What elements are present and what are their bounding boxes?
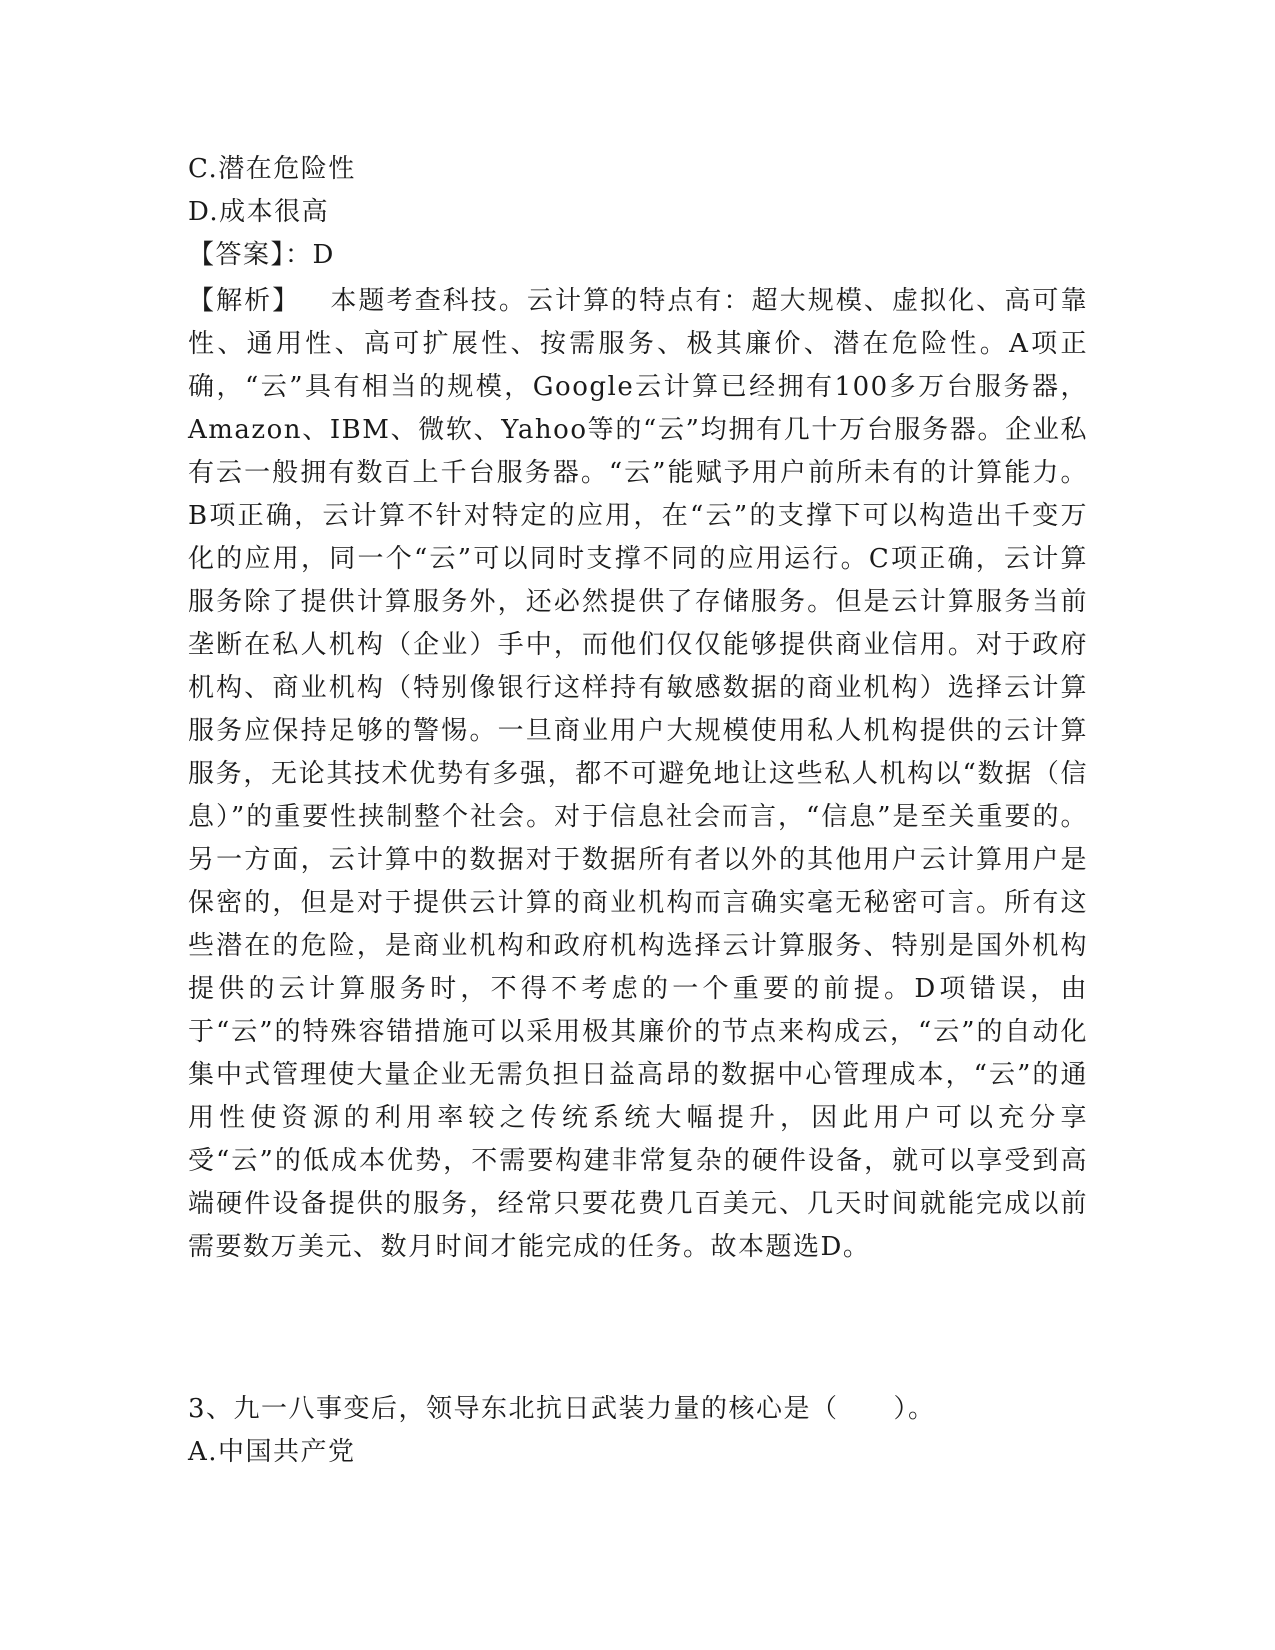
explanation-paragraph [188,280,1088,1269]
option-d: D.成本很高 [188,197,330,227]
question-3-option-a: A.中国共产党 [188,1437,356,1467]
answer-line: 【答案】：D [188,240,335,270]
explanation-label: 【解析】 [188,286,301,316]
question-3-stem: 3、九一八事变后，领导东北抗日武装力量的核心是（ ）。 [188,1394,936,1424]
option-c: C.潜在危险性 [188,154,356,184]
explanation-text: 本题考查科技。云计算的特点有：超大规模、虚拟化、高可靠性、通用性、高可扩展性、按需服务、极其廉价、潜在危险性。A项正确，“云”具有相当的规模，Google云计算已经拥有100多万台服务器，Amazon、IBM、微软、Yahoo等的“云”均拥有几十万台服务器。企业私有云一般拥有数百上千台服务器。“云”能赋予用户前所未有的计算能力。B项正确，云计算不针对特定的应用，在“云”的支撑下可以构造出千变万化的应用，同一个“云”可以同时支撑不同的应用运行。C项正确，云计算服务除了提供计算服务外，还必然提供了存储服务。但是云计算服务当前垄断在私人机构（企业）手中，而他们仅仅能够提供商业信用。对于政府机构、商业机构（特别像银行这样持有敏感数据的商业机构）选择云计算服务应保持足够的警惕。一旦商业用户大规模使用私人机构提供的云计算服务，无论其技术优势有多强，都不可避免地让这些私人机构以“数据（信息）”的重要性挟制整个社会。对于信息社会而言，“信息”是至关重要的。另一方面，云计算中的数据对于数据所有者以外的其他用户云计算用户是保密的，但是对于提供云计算的商业机构而言确实毫无秘密可言。所有这些潜在的危险，是商业机构和政府机构选择云计算服务、特别是国外机构提供的云计算服务时，不得不考虑的一个重要的前提。D项错误，由于“云”的特殊容错措施可以采用极其廉价的节点来构成云，“云”的自动化集中式管理使大量企业无需负担日益高昂的数据中心管理成本，“云”的通用性使资源的利用率较之传统系统大幅提升，因此用户可以充分享受“云”的低成本优势，不需要构建非常复杂的硬件设备，就可以享受到高端硬件设备提供的服务，经常只要花费几百美元、几天时间就能完成以前需要数万美元、数月时间才能完成的任务。故本题选D。 [188,286,1088,1262]
